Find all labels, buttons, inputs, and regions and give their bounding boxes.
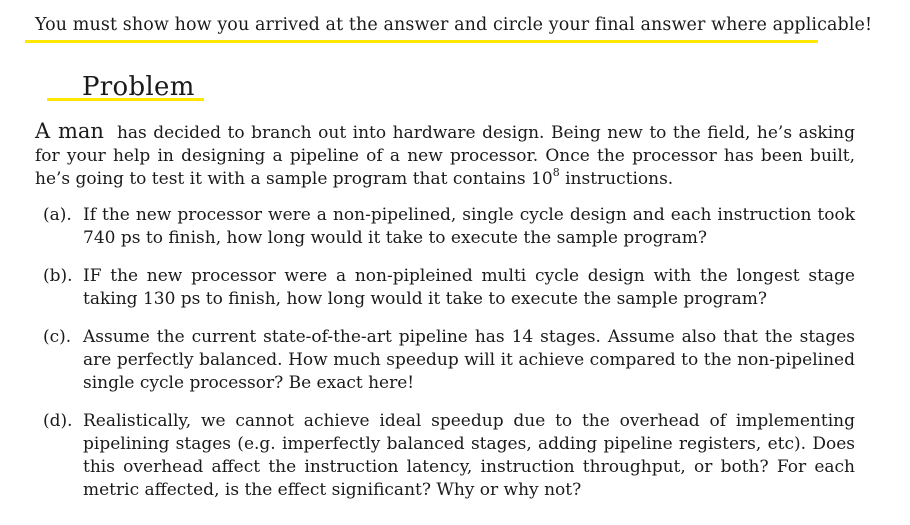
part-text: Assume the current state-of-the-art pipeline has 14 stages. Assume also that the stages are perfectly balanced. How much speedup will it achieve compared to the non-pipelined single cycle processor? Be exact here!	[83, 327, 855, 393]
part-b	[35, 265, 855, 311]
part-a	[35, 204, 855, 250]
intro-body: has decided to branch out into hardware design. Being new to the field, he’s asking for your help in designing a pipeline of a new processor. Once the processor has been built, he’s going to test it with a sample program that contains 10	[35, 123, 855, 189]
intro-body-end: instructions.	[559, 169, 674, 189]
part-marker: (a).	[43, 205, 72, 225]
part-c	[35, 326, 855, 395]
problem-intro	[35, 120, 855, 191]
part-marker: (c).	[43, 327, 72, 347]
part-text: If the new processor were a non-pipelined, single cycle design and each instruction took 740 ps to finish, how long would it take to execute the sample program?	[83, 205, 855, 248]
part-text: IF the new processor were a non-pipleined multi cycle design with the longest stage taking 130 ps to finish, how long would it take to execute the sample program?	[83, 266, 855, 309]
part-text: Realistically, we cannot achieve ideal speedup due to the overhead of implementing pipelining stages (e.g. imperfectly balanced stages, adding pipeline registers, etc). Does this overhead affect the instruction latency, instruction throughput, or both? For each metric affected, is the effect significant? Why or why not?	[83, 411, 855, 500]
instruction-highlight-underline	[25, 40, 818, 43]
part-marker: (b).	[43, 266, 73, 286]
problem-heading: Problem	[82, 72, 195, 102]
intro-exponent: 8	[552, 166, 560, 180]
part-d	[35, 410, 855, 502]
intro-lead: A man	[35, 119, 104, 143]
instruction-line: You must show how you arrived at the answer and circle your final answer where applicable!	[35, 15, 873, 35]
part-marker: (d).	[43, 411, 73, 431]
problem-parts-list	[35, 204, 855, 517]
